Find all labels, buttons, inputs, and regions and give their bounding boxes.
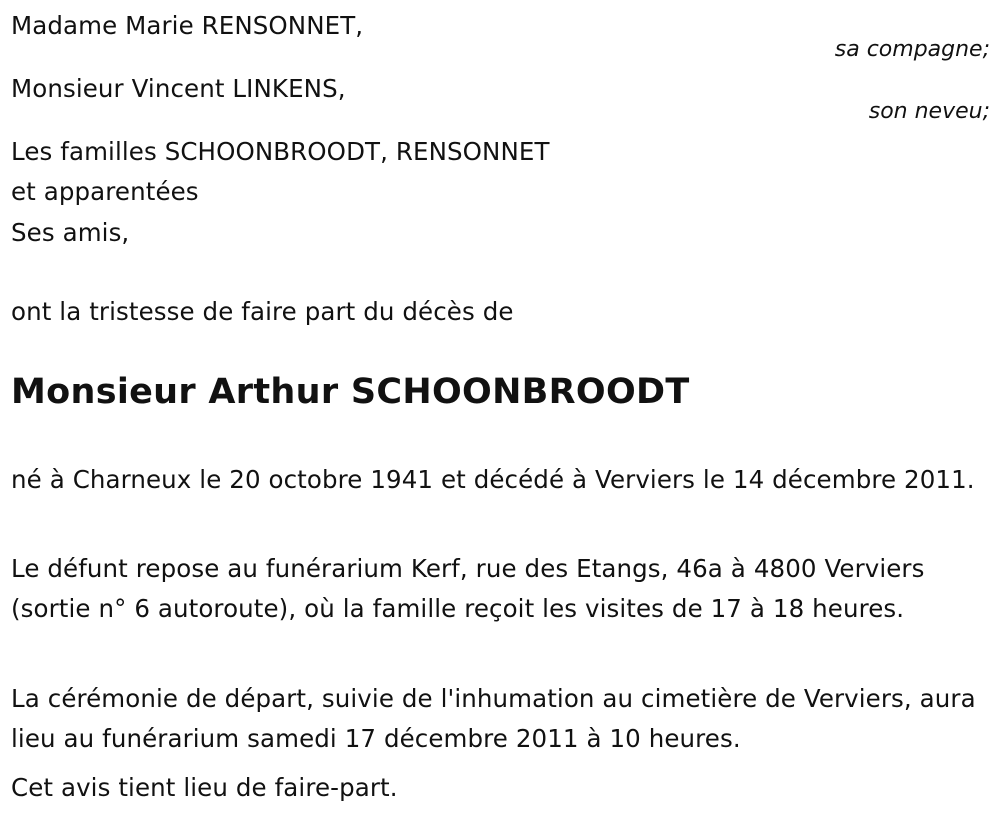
family-member-role-1: sa compagne; — [834, 37, 990, 62]
family-member-name-2: Monsieur Vincent LINKENS, — [11, 74, 346, 103]
birth-death-paragraph: né à Charneux le 20 octobre 1941 et décédé à Verviers le 14 décembre 2011. — [11, 465, 975, 494]
announcement-text: ont la tristesse de faire part du décès de — [11, 297, 514, 326]
other-family-line-3: Ses amis, — [11, 218, 130, 247]
ceremony-paragraph: La cérémonie de départ, suivie de l'inhumation au cimetière de Verviers, aura lieu au funérarium samedi 17 décembre 2011 à 10 heures. — [11, 684, 976, 753]
family-member-name-1: Madame Marie RENSONNET, — [11, 11, 364, 40]
other-family-line-2: et apparentées — [11, 177, 199, 206]
other-family-line-1: Les familles SCHOONBROODT, RENSONNET — [11, 137, 550, 166]
viewing-paragraph: Le défunt repose au funérarium Kerf, rue des Etangs, 46a à 4800 Verviers (sortie n° 6 autoroute), où la famille reçoit les visites de 17 à 18 heures. — [11, 554, 925, 623]
closing-paragraph: Cet avis tient lieu de faire-part. — [11, 773, 398, 802]
deceased-name: Monsieur Arthur SCHOONBROODT — [11, 372, 690, 412]
family-member-role-2: son neveu; — [868, 99, 990, 124]
